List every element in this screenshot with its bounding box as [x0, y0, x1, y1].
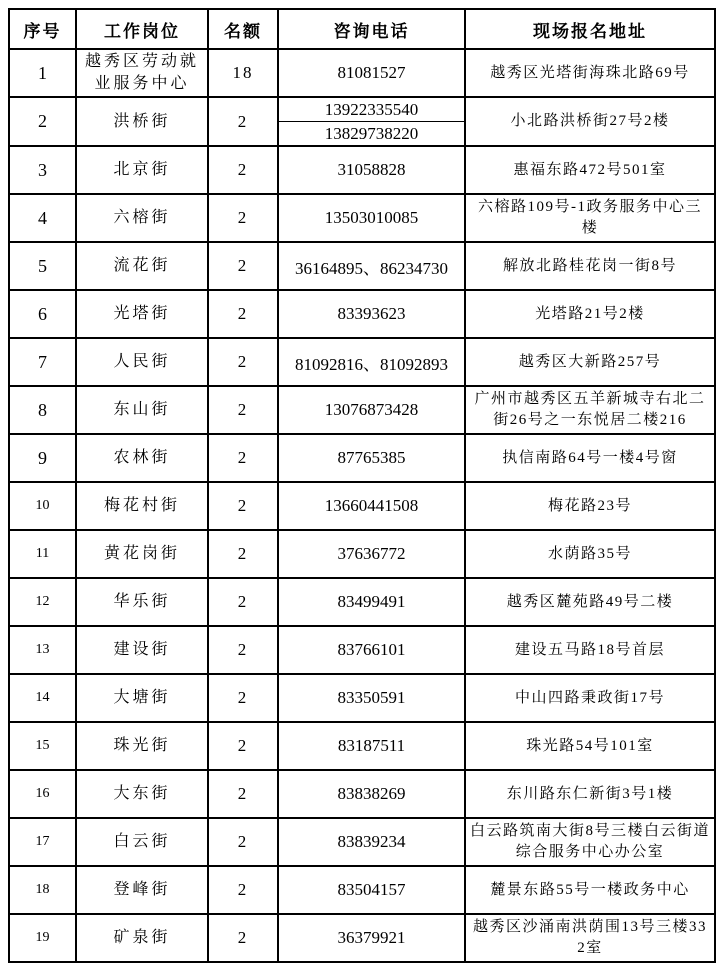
phone-cell [278, 386, 465, 434]
quota-cell: 2 [208, 914, 278, 962]
phone-number: 87765385 [337, 448, 406, 467]
table-row [9, 818, 715, 866]
phone-number: 83393623 [337, 304, 406, 323]
table-row [9, 482, 715, 530]
position-cell: 东山街 [76, 386, 208, 434]
quota-cell: 2 [208, 818, 278, 866]
address-cell: 麓景东路55号一楼政务中心 [465, 866, 715, 914]
address-cell: 光塔路21号2楼 [465, 290, 715, 338]
phone-cell [278, 338, 465, 386]
quota-cell: 2 [208, 578, 278, 626]
quota-cell: 2 [208, 242, 278, 290]
phone-cell [278, 866, 465, 914]
position-cell: 梅花村街 [76, 482, 208, 530]
phone-number: 37636772 [337, 544, 406, 563]
position-cell: 矿泉街 [76, 914, 208, 962]
table-row [9, 49, 715, 97]
quota-cell: 2 [208, 722, 278, 770]
serial-number-cell: 16 [9, 770, 76, 818]
position-cell: 珠光街 [76, 722, 208, 770]
serial-number-cell: 6 [9, 290, 76, 338]
position-cell: 流花街 [76, 242, 208, 290]
phone-number: 83504157 [337, 880, 406, 899]
serial-number-cell: 11 [9, 530, 76, 578]
serial-number-cell: 7 [9, 338, 76, 386]
phone-cell [278, 818, 465, 866]
quota-cell: 2 [208, 770, 278, 818]
table-row [9, 434, 715, 482]
serial-number-cell: 13 [9, 626, 76, 674]
address-cell: 水荫路35号 [465, 530, 715, 578]
address-cell: 广州市越秀区五羊新城寺右北二街26号之一东悦居二楼216 [465, 386, 715, 434]
phone-cell [278, 722, 465, 770]
position-cell: 建设街 [76, 626, 208, 674]
quota-cell: 2 [208, 338, 278, 386]
phone-number: 36379921 [337, 928, 406, 947]
header-row [9, 9, 715, 49]
serial-number-cell: 9 [9, 434, 76, 482]
position-cell: 洪桥街 [76, 97, 208, 146]
serial-number-cell: 4 [9, 194, 76, 242]
position-cell: 北京街 [76, 146, 208, 194]
quota-cell: 2 [208, 530, 278, 578]
position-cell: 大东街 [76, 770, 208, 818]
job-postings-table [8, 8, 716, 963]
header-address: 现场报名地址 [465, 9, 715, 49]
header-job-position: 工作岗位 [76, 9, 208, 49]
table-row [9, 626, 715, 674]
table-row [9, 722, 715, 770]
position-cell: 农林街 [76, 434, 208, 482]
address-cell: 中山四路秉政街17号 [465, 674, 715, 722]
table-row [9, 770, 715, 818]
serial-number-cell: 2 [9, 97, 76, 146]
address-cell: 东川路东仁新街3号1楼 [465, 770, 715, 818]
table-row [9, 914, 715, 962]
phone-number: 13922335540 [324, 100, 419, 119]
phone-number: 83839234 [337, 832, 406, 851]
phone-cell [278, 482, 465, 530]
quota-cell: 2 [208, 290, 278, 338]
serial-number-cell: 10 [9, 482, 76, 530]
position-cell: 华乐街 [76, 578, 208, 626]
position-cell: 越秀区劳动就业服务中心 [76, 49, 208, 97]
phone-cell [278, 626, 465, 674]
address-cell: 建设五马路18号首层 [465, 626, 715, 674]
quota-cell: 2 [208, 626, 278, 674]
table-row [9, 97, 715, 146]
position-cell: 登峰街 [76, 866, 208, 914]
serial-number-cell: 1 [9, 49, 76, 97]
serial-number-cell: 5 [9, 242, 76, 290]
phone-number: 13503010085 [324, 208, 419, 227]
quota-cell: 2 [208, 866, 278, 914]
serial-number-cell: 14 [9, 674, 76, 722]
phone-cell [278, 290, 465, 338]
address-cell: 越秀区沙涌南洪荫围13号三楼332室 [465, 914, 715, 962]
phone-cell [278, 434, 465, 482]
serial-number-cell: 8 [9, 386, 76, 434]
serial-number-cell: 3 [9, 146, 76, 194]
address-cell: 小北路洪桥街27号2楼 [465, 97, 715, 146]
phone-number: 13660441508 [324, 496, 419, 515]
position-cell: 人民街 [76, 338, 208, 386]
table-row [9, 290, 715, 338]
table-row [9, 578, 715, 626]
phone-cell [278, 530, 465, 578]
table-row [9, 194, 715, 242]
phone-cell [278, 242, 465, 290]
position-cell: 六榕街 [76, 194, 208, 242]
phone-cell [278, 146, 465, 194]
table-row [9, 866, 715, 914]
quota-cell: 18 [208, 49, 278, 97]
quota-cell: 2 [208, 194, 278, 242]
phone-number: 83838269 [337, 784, 406, 803]
table-row [9, 674, 715, 722]
table-row [9, 338, 715, 386]
phone-cell [278, 194, 465, 242]
phone-number: 13829738220 [279, 121, 464, 145]
phone-cell [278, 578, 465, 626]
phone-number: 83350591 [337, 688, 406, 707]
header-quota: 名额 [208, 9, 278, 49]
address-cell: 六榕路109号-1政务服务中心三楼 [465, 194, 715, 242]
serial-number-cell: 15 [9, 722, 76, 770]
address-cell: 解放北路桂花岗一街8号 [465, 242, 715, 290]
phone-number: 83766101 [337, 640, 406, 659]
header-serial-number: 序号 [9, 9, 76, 49]
address-cell: 越秀区大新路257号 [465, 338, 715, 386]
table-row [9, 146, 715, 194]
header-phone: 咨询电话 [278, 9, 465, 49]
serial-number-cell: 12 [9, 578, 76, 626]
phone-number: 13076873428 [324, 400, 419, 419]
position-cell: 大塘街 [76, 674, 208, 722]
phone-number: 81092816、81092893 [295, 354, 448, 374]
phone-cell [278, 914, 465, 962]
phone-number: 83187511 [337, 736, 406, 755]
phone-number: 31058828 [337, 160, 406, 179]
quota-cell: 2 [208, 386, 278, 434]
serial-number-cell: 19 [9, 914, 76, 962]
address-cell: 惠福东路472号501室 [465, 146, 715, 194]
address-cell: 珠光路54号101室 [465, 722, 715, 770]
phone-cell [278, 97, 465, 146]
phone-cell [278, 49, 465, 97]
serial-number-cell: 17 [9, 818, 76, 866]
position-cell: 黄花岗街 [76, 530, 208, 578]
position-cell: 光塔街 [76, 290, 208, 338]
quota-cell: 2 [208, 146, 278, 194]
address-cell: 梅花路23号 [465, 482, 715, 530]
quota-cell: 2 [208, 434, 278, 482]
phone-cell [278, 770, 465, 818]
address-cell: 执信南路64号一楼4号窗 [465, 434, 715, 482]
quota-cell: 2 [208, 97, 278, 146]
phone-number: 83499491 [337, 592, 406, 611]
address-cell: 越秀区光塔街海珠北路69号 [465, 49, 715, 97]
position-cell: 白云街 [76, 818, 208, 866]
phone-cell [278, 674, 465, 722]
phone-number: 36164895、86234730 [295, 258, 448, 278]
serial-number-cell: 18 [9, 866, 76, 914]
table-row [9, 386, 715, 434]
quota-cell: 2 [208, 674, 278, 722]
phone-number: 81081527 [337, 63, 406, 82]
table-row [9, 242, 715, 290]
address-cell: 白云路筑南大街8号三楼白云街道综合服务中心办公室 [465, 818, 715, 866]
quota-cell: 2 [208, 482, 278, 530]
table-row [9, 530, 715, 578]
address-cell: 越秀区麓苑路49号二楼 [465, 578, 715, 626]
